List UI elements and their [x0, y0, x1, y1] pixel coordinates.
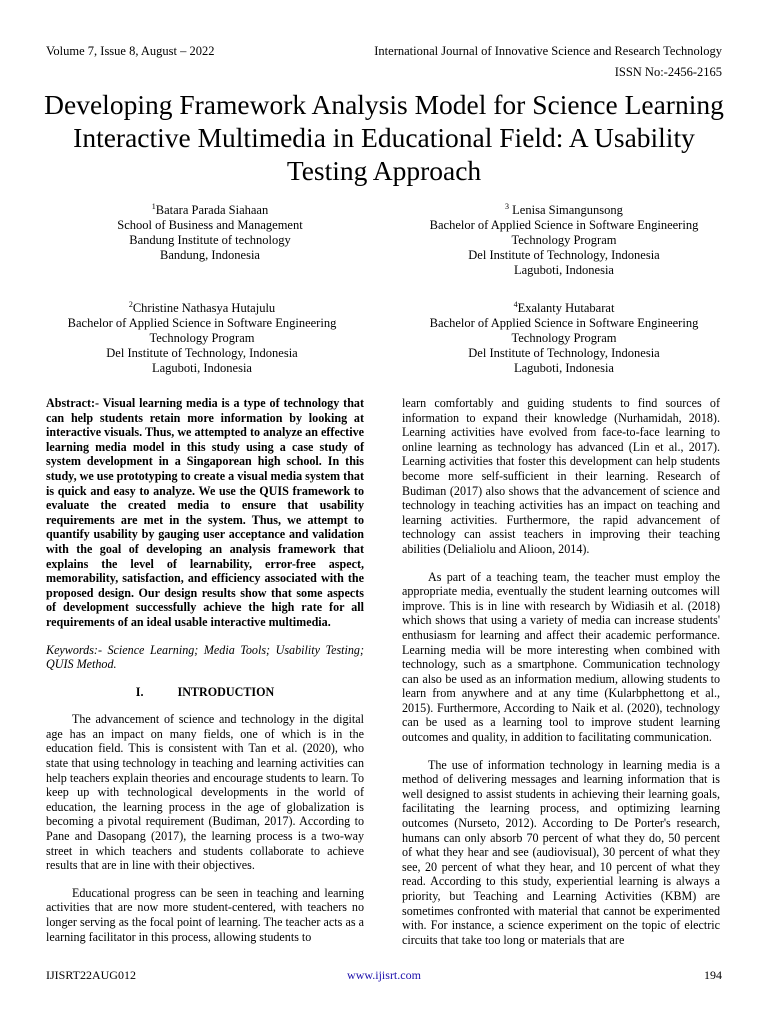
left-column — [46, 396, 364, 957]
author-block-2 — [46, 297, 358, 376]
author-number: 2 — [128, 300, 133, 309]
author-name: Lenisa Simangunsong — [509, 203, 623, 218]
body-paragraph: Educational progress can be seen in teaching and learning activities that are now more student-centered, with teachers no longer serving as the focal point of learning. The teacher acts as a learning facilitator in this process, allowing students to — [46, 885, 364, 944]
volume-issue: Volume 7, Issue 8, August – 2022 — [46, 44, 215, 58]
author-affiliation: Del Institute of Technology, Indonesia — [468, 248, 660, 263]
author-affiliation: Bandung Institute of technology — [129, 233, 291, 248]
author-number: 3 — [505, 202, 510, 211]
author-affiliation: Technology Program — [511, 233, 617, 248]
author-affiliation: Laguboti, Indonesia — [514, 361, 614, 376]
journal-url-link[interactable]: www.ijisrt.com — [347, 968, 421, 982]
journal-name: International Journal of Innovative Science and Research Technology — [374, 44, 722, 58]
author-affiliation: School of Business and Management — [117, 218, 303, 233]
author-block-3 — [408, 199, 720, 278]
author-affiliation: Bachelor of Applied Science in Software Engineering — [429, 316, 699, 331]
right-column — [402, 396, 720, 960]
author-affiliation: Del Institute of Technology, Indonesia — [106, 346, 298, 361]
body-paragraph: learn comfortably and guiding students to find sources of information to expand their knowledge (Nurhamidah, 2018). Learning activities have evolved from face-to-face learning to online learning as technology has advanced (Lin et al., 2017). Learning activities that foster this development can help students become more self-sufficient in their learning. Research of Budiman (2017) also shows that the advancement of science and technology in teaching activities has an impact on teaching and learning activities. Furthermore, the rapid advancement of technology can assist teachers in improving their teaching abilities (Delialiolu and Alioon, 2014). — [402, 396, 720, 556]
abstract: Abstract:- Visual learning media is a type of technology that can help students retain more information by looking at interactive visuals. Thus, we attempted to analyze an effective learning media model in this study using a case study of system development in a Singaporean high school. In this study, we use prototyping to create a visual media system that is quick and easy to analyze. We use the QUIS framework to evaluate the created media to ensure that usability requirements are met in the system. Thus, we attempt to quantify usability by gauging user acceptance and validation with the goal of developing an analysis framework that explains the level of learnability, error-free aspect, memorability, satisfaction, and efficiency associated with the proposed design. Our design results show that some aspects of development successfully achieve the high rate for all requirements of an ideal usable interactive multimedia. — [46, 396, 364, 629]
author-affiliation: Laguboti, Indonesia — [514, 263, 614, 278]
section-number: I. — [135, 684, 144, 699]
author-number: 1 — [151, 202, 156, 211]
author-affiliation: Del Institute of Technology, Indonesia — [468, 346, 660, 361]
author-name: Exalanty Hutabarat — [517, 301, 615, 316]
author-affiliation: Bandung, Indonesia — [160, 248, 260, 263]
author-name: Batara Parada Siahaan — [155, 203, 269, 218]
author-affiliation: Bachelor of Applied Science in Software Engineering — [429, 218, 699, 233]
author-affiliation: Technology Program — [511, 331, 617, 346]
issn: ISSN No:-2456-2165 — [614, 65, 722, 79]
body-paragraph: The use of information technology in learning media is a method of delivering messages and learning information that is well designed to assist students in achieving their learning goals, facilitating the learning process, and optimizing learning outcomes (Nurseto, 2012). According to De Porter's research, humans can only absorb 70 percent of what they do, 50 percent of what they hear and see (audiovisual), 30 percent of what they see, 20 percent of what they hear, and 10 percent of what they read. According to this study, experiential learning is always a priority, but Teaching and Learning Activities (KBM) are sometimes confronted with material that cannot be experimented with. For instance, a science experiment on the topic of electric circuits that take too long or materials that are — [402, 757, 720, 947]
author-affiliation: Bachelor of Applied Science in Software Engineering — [67, 316, 337, 331]
page-number: 194 — [704, 968, 722, 982]
author-block-4 — [408, 297, 720, 376]
author-affiliation: Technology Program — [149, 331, 255, 346]
body-paragraph: The advancement of science and technology in the digital age has an impact on many fields, one of which is in the education field. This is consistent with Tan et al. (2020), who state that using technology in teaching and learning activities can help teachers explain theories and encourage students to learn. To keep up with technological developments in the world of education, the learning process in the age of globalization is becoming a pivotal requirement (Budiman, 2017). According to Pane and Dasopang (2017), the learning process is a two-way street in which teachers and students collaborate to achieve results that are in line with their objectives. — [46, 712, 364, 873]
keywords: Keywords:- Science Learning; Media Tools; Usability Testing; QUIS Method. — [46, 642, 364, 672]
body-paragraph: As part of a teaching team, the teacher must employ the appropriate media, eventually the student learning outcomes will improve. This is in line with research by Widiasih et al. (2018) which shows that using a variety of media can increase students' enthusiasm for learning and affect their academic performance. Learning media will be more interesting when combined with technology, such as a smartphone. Communication technology can also be used as an information medium, allowing students to learn from anywhere and at any time (Kularbphettong et al., 2015). Furthermore, According to Naik et al. (2020), technology can be used as a learning tool to improve student learning outcomes and quality, in addition to facilitating communication. — [402, 569, 720, 745]
author-block-1 — [60, 199, 360, 263]
author-number: 4 — [513, 300, 518, 309]
section-heading — [46, 685, 364, 700]
author-name: Christine Nathasya Hutajulu — [132, 301, 276, 316]
paper-code: IJISRT22AUG012 — [46, 968, 136, 982]
section-title: INTRODUCTION — [177, 684, 275, 699]
author-affiliation: Laguboti, Indonesia — [152, 361, 252, 376]
paper-title: Developing Framework Analysis Model for Science Learning Interactive Multimedia in Educational Field: A Usability Testing Approach — [44, 89, 724, 186]
